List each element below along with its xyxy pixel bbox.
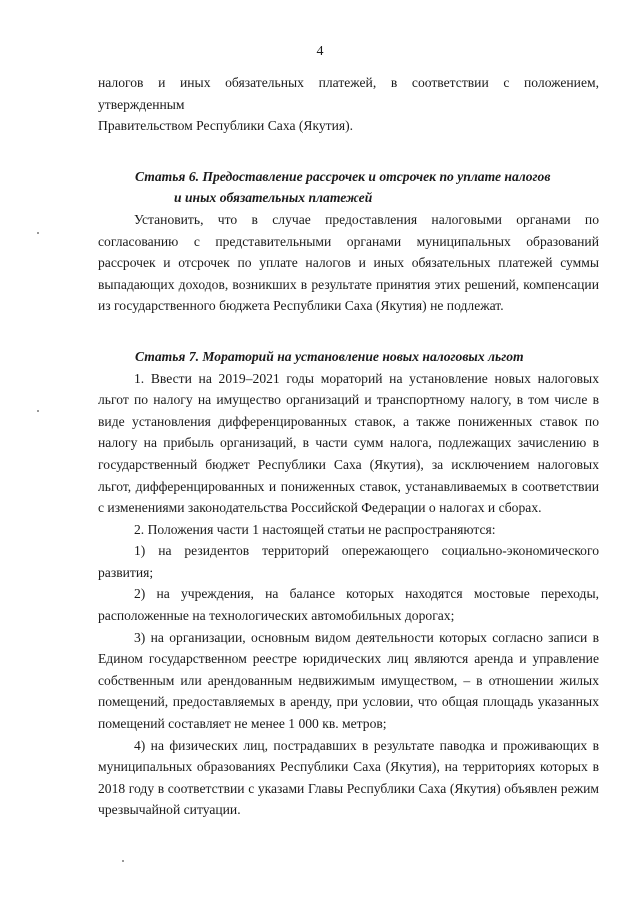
document-body — [98, 72, 599, 821]
page-number: 4 — [316, 44, 324, 59]
scan-speck — [37, 410, 39, 412]
scan-speck — [122, 860, 124, 862]
article-7-item-2: 2) на учреждения, на балансе которых находятся мостовые переходы, расположенные на технологических автомобильных дорогах; — [98, 586, 599, 624]
article-6-title-line-2: и иных обязательных платежей — [174, 190, 373, 206]
intro-line-1: налогов и иных обязательных платежей, в соответствии с положением, утвержденным — [98, 75, 599, 112]
scan-speck — [37, 232, 39, 234]
article-6-title-line-1: Статья 6. Предоставление рассрочек и отсрочек по уплате налогов — [135, 168, 551, 184]
article-7-part-1: 1. Ввести на 2019–2021 годы мораторий на установление новых налоговых льгот по налогу на имущество организаций и транспортному налогу, в том числе в виде установления дифференцированных ставок, а также пониженных ставок по налогу на прибыль организаций, в части сумм налога, подлежащих зачислению в государственный бюджет Республики Саха (Якутия), за исключением налоговых льгот, дифференцированных и пониженных ставок, устанавливаемых в соответствии с изменениями законодательства Российской Федерации о налогах и сборах. — [98, 370, 599, 516]
article-7-item-1: 1) на резидентов территорий опережающего социально-экономического развития; — [98, 543, 599, 580]
article-7-item-3: 3) на организации, основным видом деятельности которых согласно записи в Едином государственном реестре юридических лиц являются аренда и управление собственным или арендованным недвижимым имуществом, – в отношении жилых помещений, предоставляемых в аренду, при условии, что общая площадь указанных помещений составляет не менее 1 000 кв. метров; — [98, 629, 599, 732]
article-7-title: Статья 7. Мораторий на установление новых налоговых льгот — [135, 348, 524, 364]
intro-line-2: Правительством Республики Саха (Якутия). — [98, 118, 354, 134]
article-6-paragraph: Установить, что в случае предоставления налоговыми органами по согласованию с представительными органами муниципальных образований рассрочек и отсрочек по уплате налогов и иных обязательных платежей суммы выпадающих доходов, возникших в результате принятия этих решений, компенсации из государственного бюджета Республики Саха (Якутия) не подлежат. — [98, 211, 599, 314]
article-7-part-2: 2. Положения части 1 настоящей статьи не распространяются: — [134, 521, 496, 537]
article-7-item-4: 4) на физических лиц, пострадавших в результате паводка и проживающих в муниципальных образованиях Республики Саха (Якутия), на территориях которых в 2018 году в соответствии с указами Главы Республики Саха (Якутия) объявлен режим чрезвычайной ситуации. — [98, 737, 599, 818]
